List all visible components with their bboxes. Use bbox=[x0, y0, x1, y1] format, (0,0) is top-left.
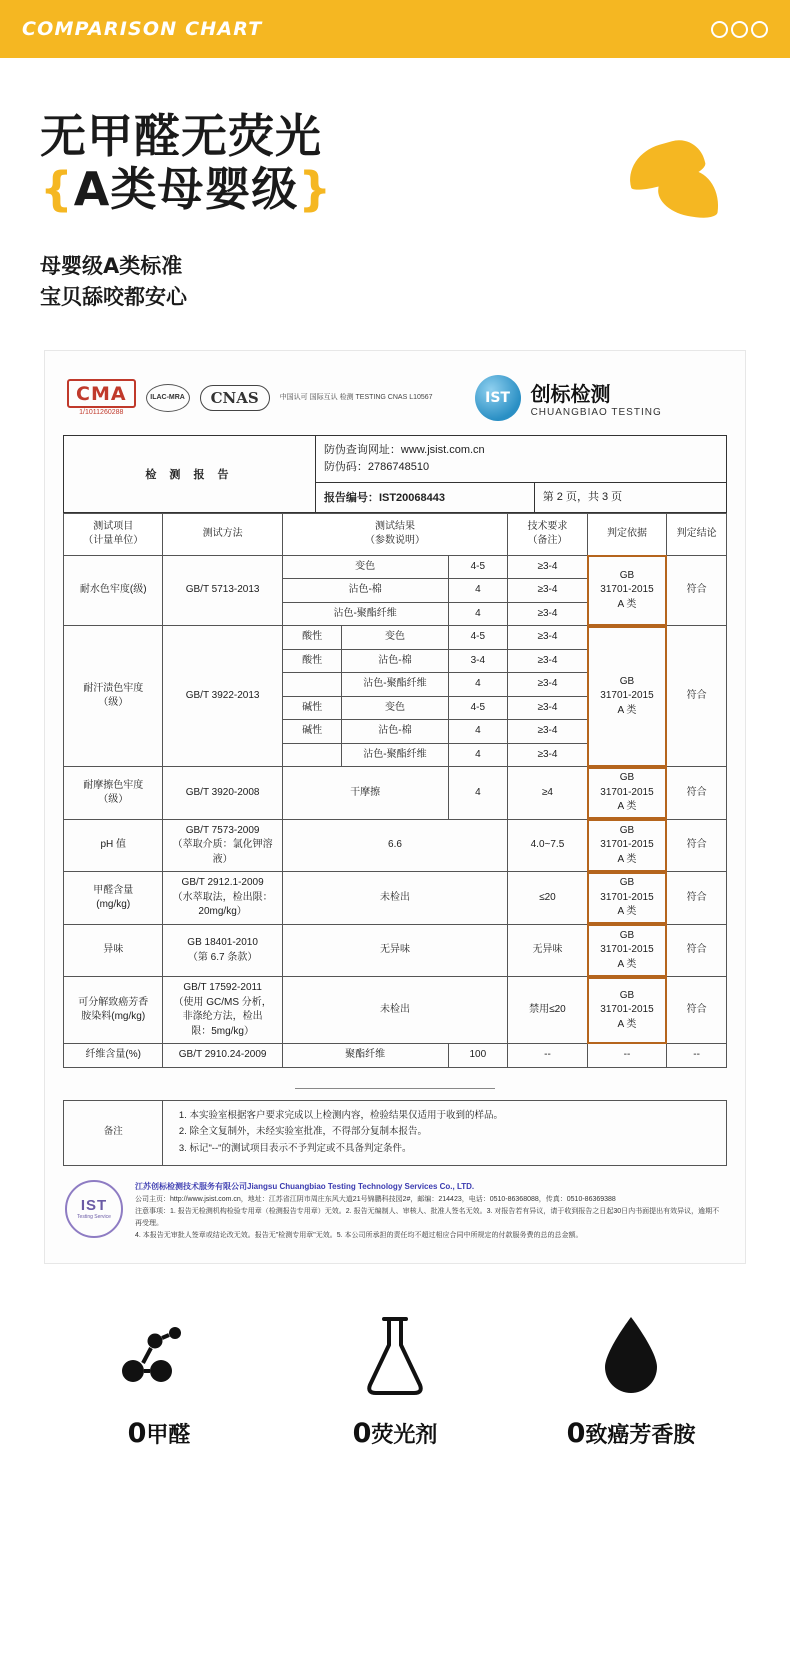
col-conclusion: 判定结论 bbox=[667, 513, 727, 555]
droplet-icon bbox=[541, 1310, 721, 1402]
ist-name-en: CHUANGBIAO TESTING bbox=[530, 406, 662, 418]
cell-result: 6.6 bbox=[282, 819, 507, 872]
zero-claim-label: 0甲醛 bbox=[127, 1417, 191, 1449]
cell-value: 4 bbox=[448, 743, 508, 767]
ring-icon bbox=[751, 21, 768, 38]
cma-code: 1/1011260288 bbox=[79, 409, 124, 417]
col-method: 测试方法 bbox=[163, 513, 282, 555]
hero-sub-line-2: 宝贝舔咬都安心 bbox=[40, 285, 187, 310]
col-item: 测试项目 （计量单位） bbox=[64, 513, 163, 555]
cell-req: ≥3-4 bbox=[508, 579, 588, 603]
cell-item: 纤维含量(%) bbox=[64, 1044, 163, 1068]
cell-basis: GB 31701-2015 A 类 bbox=[587, 977, 667, 1044]
cell-item: 可分解致癌芳香 胺染料(mg/kg) bbox=[64, 977, 163, 1044]
ilac-mra-logo-icon: ILAC-MRA bbox=[146, 384, 190, 412]
cell-basis: GB 31701-2015 A 类 bbox=[587, 555, 667, 626]
cell-basis: GB 31701-2015 A 类 bbox=[587, 819, 667, 872]
ist-seal-icon: IST Testing Service bbox=[65, 1180, 123, 1238]
anti-fake-url: 防伪查询网址：www.jsist.com.cn bbox=[323, 443, 485, 456]
anti-fake-code: 防伪码：2786748510 bbox=[323, 460, 430, 473]
zero-claim-formaldehyde bbox=[69, 1310, 249, 1449]
cell-conclusion: 符合 bbox=[667, 872, 727, 925]
test-report-card bbox=[44, 350, 746, 1264]
cell-method: GB/T 5713-2013 bbox=[163, 555, 282, 626]
hero-line-2: A类母婴级 bbox=[73, 162, 299, 217]
cell-sub-name: 变色 bbox=[282, 555, 448, 579]
top-bar bbox=[0, 0, 790, 58]
zero-claim-fluorescent bbox=[305, 1310, 485, 1449]
table-row bbox=[64, 767, 727, 820]
zero-claim-label: 0致癌芳香胺 bbox=[566, 1417, 696, 1449]
cell-value: 3-4 bbox=[448, 649, 508, 673]
cell-value: 4 bbox=[448, 720, 508, 744]
cnas-logo-icon: CNAS bbox=[200, 385, 270, 411]
cell-value: 4 bbox=[448, 579, 508, 603]
col-result: 测试结果 （参数说明） bbox=[282, 513, 507, 555]
cell-item: 耐水色牢度(级) bbox=[64, 555, 163, 626]
cell-item: 异味 bbox=[64, 924, 163, 977]
cell-sub-name: 变色 bbox=[342, 696, 448, 720]
footer-line: 4. 本报告无审批人签章或结论改无效。报告无"检测专用章"无效。5. 本公司所承担的责任均不超过相应合同中所规定的付款服务费的总的总金额。 bbox=[135, 1232, 583, 1240]
hero-brace-close: } bbox=[298, 162, 333, 217]
cell-value: 4-5 bbox=[448, 696, 508, 720]
ring-icon bbox=[731, 21, 748, 38]
cell-req: ≥4 bbox=[508, 767, 588, 820]
zero-claim-label: 0荧光剂 bbox=[352, 1417, 438, 1449]
cell-method: GB/T 2910.24-2009 bbox=[163, 1044, 282, 1068]
cell-value: 100 bbox=[448, 1044, 508, 1068]
table-header-row bbox=[64, 513, 727, 555]
cell-sub-name: 聚酯纤维 bbox=[282, 1044, 448, 1068]
cell-result: 未检出 bbox=[282, 977, 507, 1044]
cell-item: 耐汗渍色牢度 （级） bbox=[64, 626, 163, 767]
ring-icon bbox=[711, 21, 728, 38]
cell-conclusion: 符合 bbox=[667, 924, 727, 977]
report-header-table bbox=[63, 435, 727, 513]
cell-req: ≥3-4 bbox=[508, 673, 588, 697]
cell-conclusion: 符合 bbox=[667, 977, 727, 1044]
cell-req: 禁用≤20 bbox=[508, 977, 588, 1044]
cell-req: ≥3-4 bbox=[508, 696, 588, 720]
table-row bbox=[64, 1044, 727, 1068]
cell-req: ≥3-4 bbox=[508, 743, 588, 767]
ist-logo-icon: IST bbox=[475, 375, 521, 421]
cell-item: 甲醛含量 (mg/kg) bbox=[64, 872, 163, 925]
cell-basis: GB 31701-2015 A 类 bbox=[587, 872, 667, 925]
cell-item: pH 值 bbox=[64, 819, 163, 872]
hero-section bbox=[0, 58, 790, 314]
report-section bbox=[0, 314, 790, 1264]
cell-basis: -- bbox=[587, 1044, 667, 1068]
note-item: 3. 标记"--"的测试项目表示不予判定或不具备判定条件。 bbox=[189, 1141, 718, 1158]
cell-value: 4-5 bbox=[448, 626, 508, 650]
zero-claims bbox=[0, 1264, 790, 1497]
note-item: 1. 本实验室根据客户要求完成以上检测内容，检验结果仅适用于收到的样品。 bbox=[189, 1108, 718, 1125]
ist-name-cn: 创标检测 bbox=[530, 381, 611, 406]
footer-text bbox=[135, 1180, 725, 1243]
company-name: 江苏创标检测技术服务有限公司Jiangsu Chuangbiao Testing Technology Services Co., LTD. bbox=[135, 1181, 475, 1191]
cell-group: 碱性 bbox=[282, 696, 342, 720]
hero-line-1: 无甲醛无荧光 bbox=[40, 109, 322, 163]
hero-brace-open: { bbox=[40, 162, 74, 217]
cell-item: 耐摩擦色牢度 （级） bbox=[64, 767, 163, 820]
cell-basis: GB 31701-2015 A 类 bbox=[587, 626, 667, 767]
cell-method: GB/T 3922-2013 bbox=[163, 626, 282, 767]
cnas-caption: 中国认可 国际互认 检测 TESTING CNAS L10567 bbox=[279, 394, 433, 402]
cell-value: 4 bbox=[448, 673, 508, 697]
cell-group: 碱性 bbox=[282, 720, 342, 744]
cell-req: ≤20 bbox=[508, 872, 588, 925]
cell-sub-name: 变色 bbox=[342, 626, 448, 650]
cell-sub-name: 沾色-棉 bbox=[342, 649, 448, 673]
report-number: 报告编号：IST20068443 bbox=[315, 482, 534, 512]
table-row bbox=[64, 819, 727, 872]
col-basis: 判定依据 bbox=[587, 513, 667, 555]
hero-sub-line-1: 母婴级A类标准 bbox=[40, 253, 183, 278]
col-requirement: 技术要求 （备注） bbox=[508, 513, 588, 555]
cell-method: GB/T 2912.1-2009 （水萃取法，检出限：20mg/kg） bbox=[163, 872, 282, 925]
cell-result: 未检出 bbox=[282, 872, 507, 925]
cell-sub-name: 干摩擦 bbox=[282, 767, 448, 820]
cell-sub-name: 沾色-棉 bbox=[342, 720, 448, 744]
cell-conclusion: 符合 bbox=[667, 767, 727, 820]
cell-conclusion: -- bbox=[667, 1044, 727, 1068]
table-row bbox=[64, 872, 727, 925]
molecule-icon bbox=[69, 1310, 249, 1402]
report-footer bbox=[63, 1166, 727, 1249]
cell-basis: GB 31701-2015 A 类 bbox=[587, 924, 667, 977]
cell-group: 酸性 bbox=[282, 626, 342, 650]
cell-sub-name: 沾色-聚酯纤维 bbox=[342, 673, 448, 697]
page-info: 第 2 页，共 3 页 bbox=[534, 482, 726, 512]
cell-sub-name: 沾色-棉 bbox=[282, 579, 448, 603]
cell-method: GB/T 17592-2011 （使用 GC/MS 分析， 非涤纶方法，检出 限：5mg/kg） bbox=[163, 977, 282, 1044]
accreditation-logos bbox=[63, 367, 727, 435]
notes-table bbox=[63, 1100, 727, 1166]
cell-req: ≥3-4 bbox=[508, 649, 588, 673]
flask-icon bbox=[305, 1310, 485, 1402]
table-row bbox=[64, 555, 727, 579]
notes-content bbox=[163, 1100, 727, 1165]
cell-sub-name: 沾色-聚酯纤维 bbox=[342, 743, 448, 767]
table-row bbox=[64, 626, 727, 650]
footer-line: 公司主页：http://www.jsist.com.cn，地址：江苏省江阴市周庄东风大道21号锦鹏科技园2#，邮编：214423，电话：0510-86368088，传真：0510-86369388 bbox=[135, 1195, 616, 1203]
cell-req: ≥3-4 bbox=[508, 626, 588, 650]
zero-claim-amine bbox=[541, 1310, 721, 1449]
cell-req: ≥3-4 bbox=[508, 720, 588, 744]
cell-method: GB 18401-2010 （第 6.7 条款） bbox=[163, 924, 282, 977]
hero-subtitle bbox=[40, 251, 750, 314]
notes-label: 备注 bbox=[64, 1100, 163, 1165]
cell-value: 4 bbox=[448, 602, 508, 626]
cell-req: ≥3-4 bbox=[508, 602, 588, 626]
cell-group bbox=[282, 743, 342, 767]
note-item: 2. 除全文复制外，未经实验室批准，不得部分复制本报告。 bbox=[189, 1124, 718, 1141]
top-bar-title: COMPARISON CHART bbox=[22, 18, 263, 40]
cell-conclusion: 符合 bbox=[667, 819, 727, 872]
ist-brand bbox=[475, 375, 662, 421]
cma-logo-icon: CMA 1/1011260288 bbox=[67, 379, 136, 416]
cell-req: ≥3-4 bbox=[508, 555, 588, 579]
cell-conclusion: 符合 bbox=[667, 555, 727, 626]
brand-swoosh-icon bbox=[618, 136, 728, 226]
cell-method: GB/T 7573-2009 （萃取介质：氯化钾溶液） bbox=[163, 819, 282, 872]
table-row bbox=[64, 977, 727, 1044]
rings-decoration bbox=[711, 21, 768, 38]
footer-line: 注意事项：1. 报告无检测机构检验专用章（检测报告专用章）无效。2. 报告无编制人、审核人、批准人签名无效。3. 对报告若有异议，请于收到报告之日起30日内书面提出有效异议，逾期不再受理。 bbox=[135, 1207, 720, 1228]
cell-group: 酸性 bbox=[282, 649, 342, 673]
anti-fake-info bbox=[315, 435, 726, 482]
cell-req: -- bbox=[508, 1044, 588, 1068]
cell-basis: GB 31701-2015 A 类 bbox=[587, 767, 667, 820]
cell-method: GB/T 3920-2008 bbox=[163, 767, 282, 820]
cell-conclusion: 符合 bbox=[667, 626, 727, 767]
table-row bbox=[64, 924, 727, 977]
divider bbox=[63, 1068, 727, 1100]
cell-result: 无异味 bbox=[282, 924, 507, 977]
cell-req: 4.0~7.5 bbox=[508, 819, 588, 872]
cell-value: 4-5 bbox=[448, 555, 508, 579]
report-title: 检 测 报 告 bbox=[64, 435, 316, 512]
cell-req: 无异味 bbox=[508, 924, 588, 977]
cell-sub-name: 沾色-聚酯纤维 bbox=[282, 602, 448, 626]
cell-group bbox=[282, 673, 342, 697]
test-results-table bbox=[63, 513, 727, 1068]
cell-value: 4 bbox=[448, 767, 508, 820]
